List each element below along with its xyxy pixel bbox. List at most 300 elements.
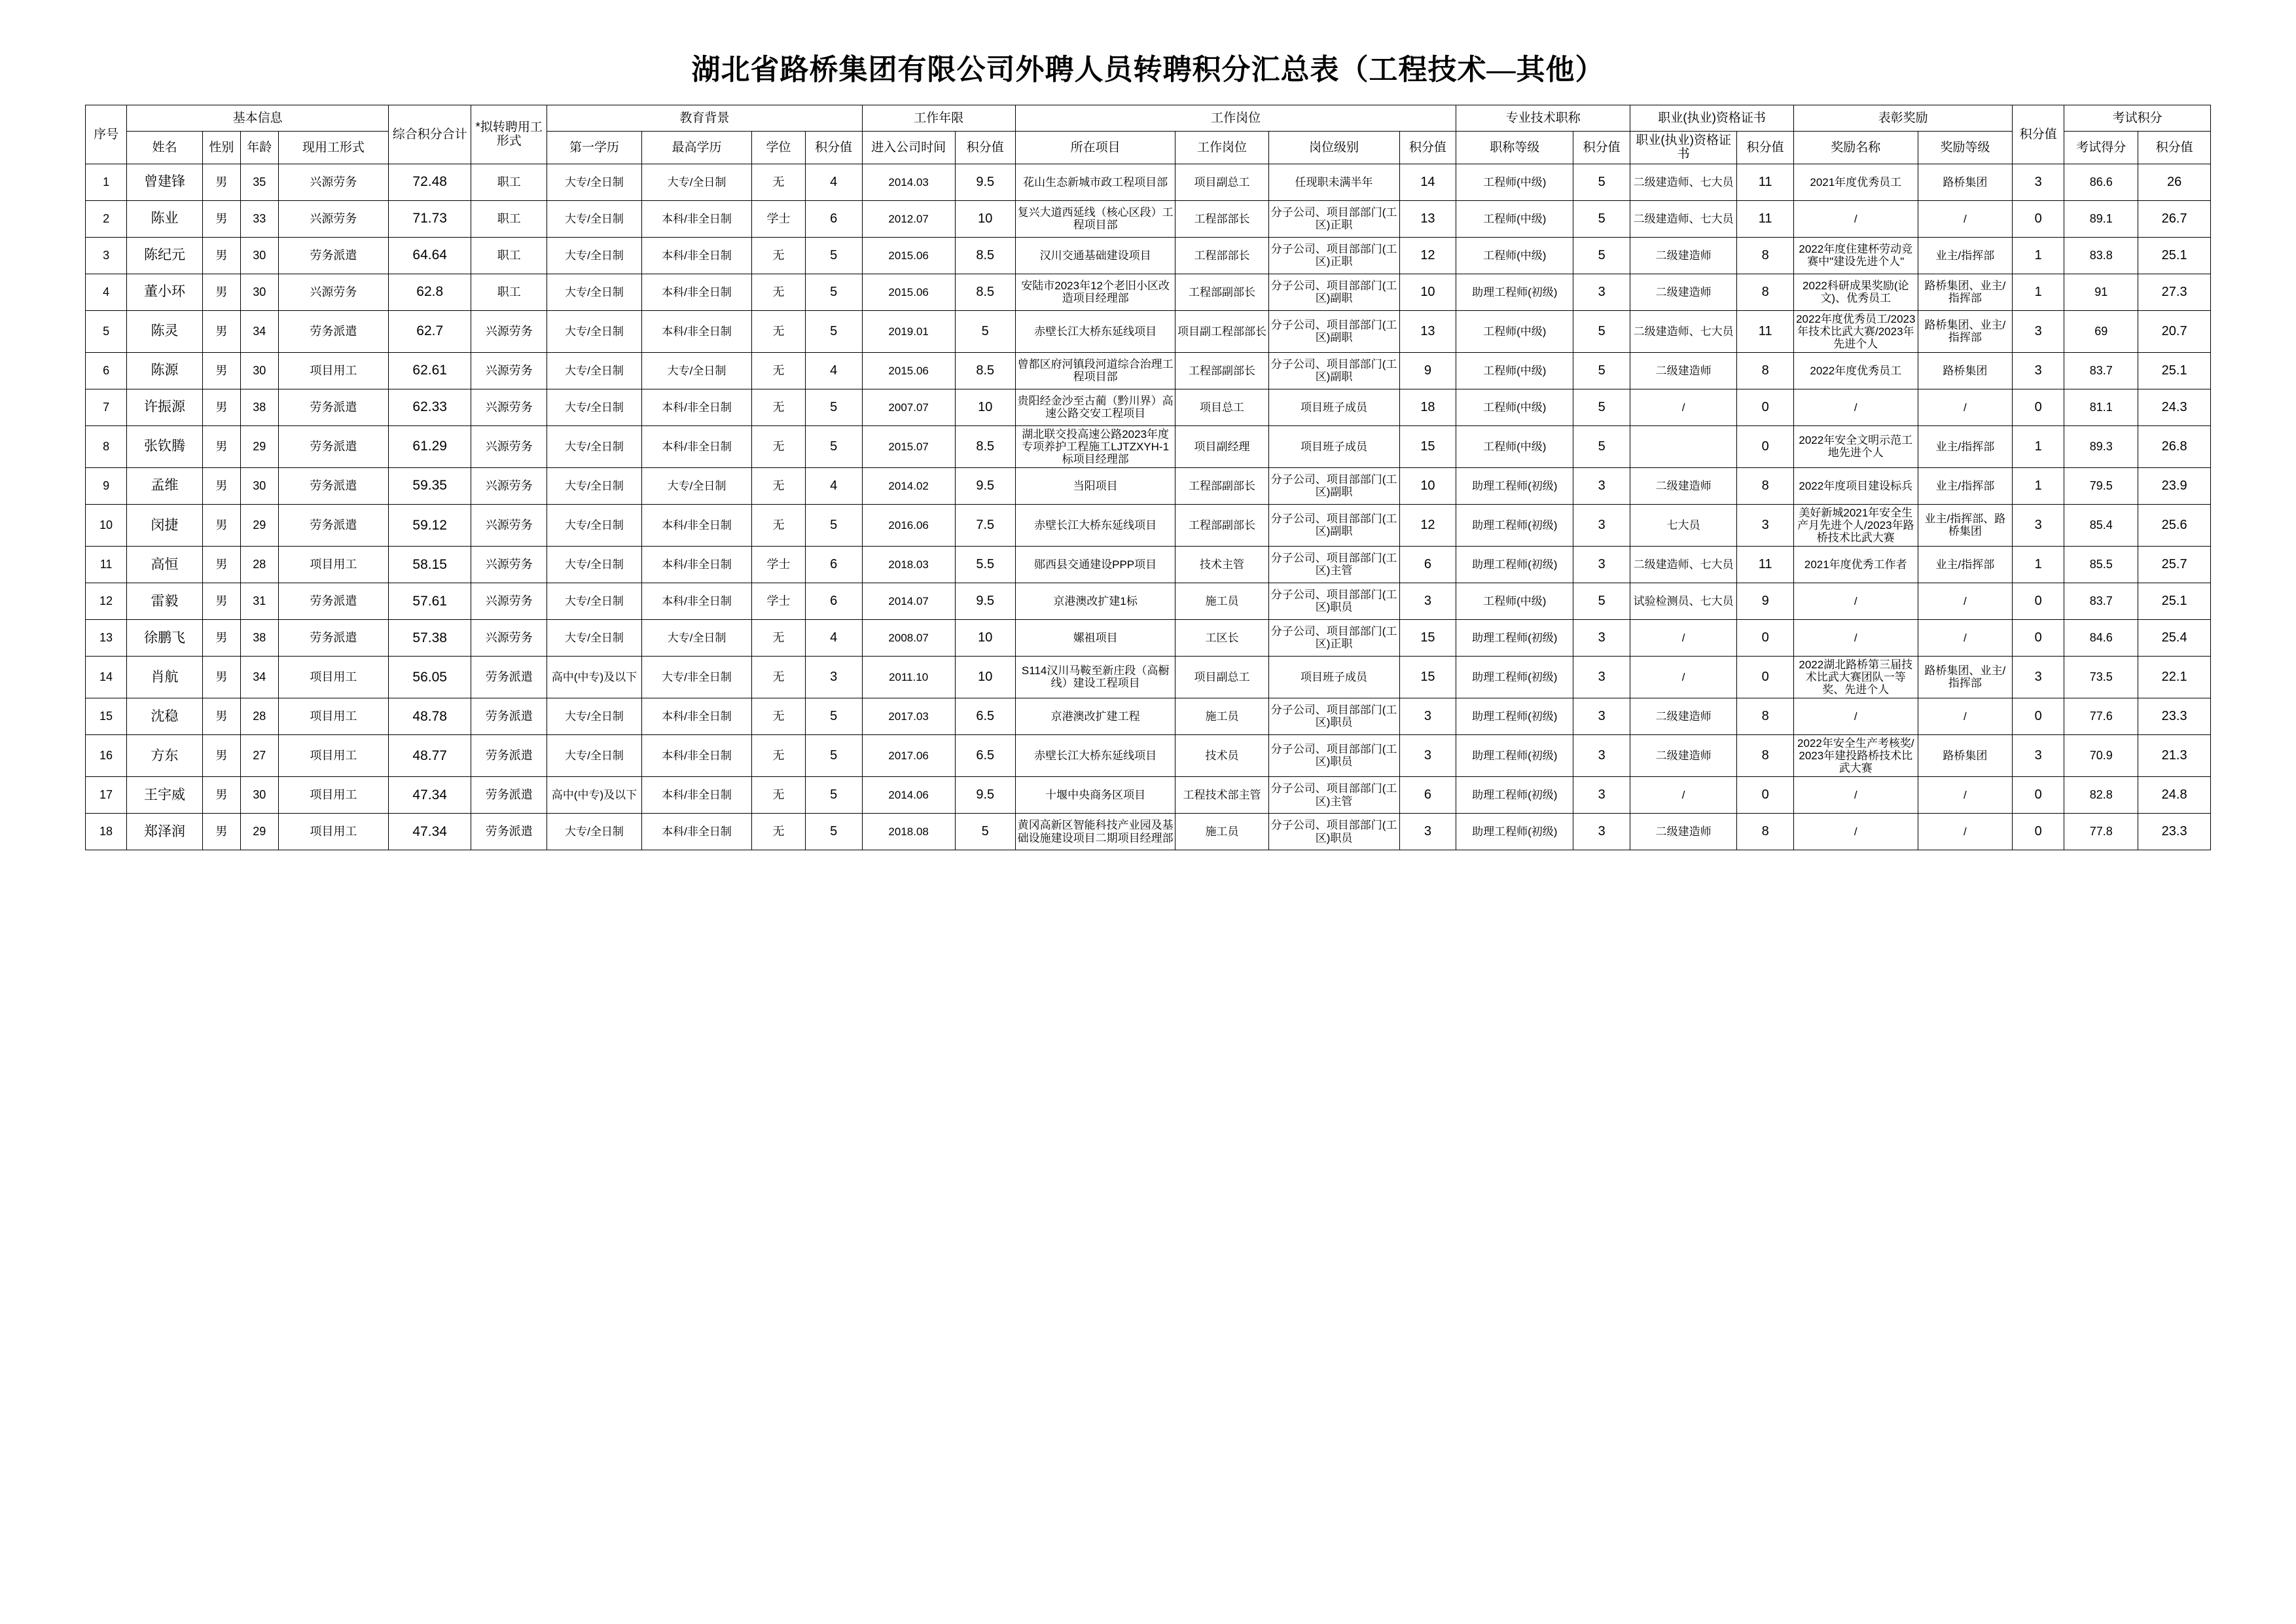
cell-name: 许振源	[127, 389, 203, 425]
cell-award-name: 2022年度优秀员工/2023年技术比武大赛/2023年先进个人	[1794, 310, 1918, 352]
th-post-level: 岗位级别	[1268, 132, 1399, 164]
cell-degree: 无	[752, 734, 806, 776]
cell-seq: 2	[86, 200, 127, 237]
cell-award-name: 2022年安全生产考核奖/2023年建投路桥技术比武大赛	[1794, 734, 1918, 776]
cell-cert-name: /	[1630, 389, 1737, 425]
cell-current-form: 项目用工	[278, 546, 388, 583]
cell-current-form: 项目用工	[278, 734, 388, 776]
cell-gender: 男	[202, 467, 240, 504]
cell-project: 十堰中央商务区项目	[1015, 777, 1175, 814]
cell-post-level: 分子公司、项目部部门(工区)副职	[1268, 274, 1399, 310]
cell-award-points: 0	[2013, 777, 2064, 814]
cell-title-level: 助理工程师(初级)	[1456, 734, 1573, 776]
cell-post-level: 分子公司、项目部部门(工区)副职	[1268, 467, 1399, 504]
cell-age: 30	[240, 274, 278, 310]
cell-award-level: /	[1918, 389, 2013, 425]
table-row	[86, 583, 2211, 619]
cell-title-level: 工程师(中级)	[1456, 389, 1573, 425]
th-highest-degree: 最高学历	[641, 132, 751, 164]
cell-edu-points: 6	[805, 200, 862, 237]
cell-current-form: 劳务派遣	[278, 504, 388, 546]
cell-gender: 男	[202, 274, 240, 310]
cell-cert-points: 8	[1737, 814, 1794, 850]
cell-degree: 无	[752, 389, 806, 425]
cell-cert-name: 二级建造师、七大员	[1630, 310, 1737, 352]
cell-cert-name: 二级建造师、七大员	[1630, 164, 1737, 200]
cell-age: 34	[240, 656, 278, 698]
cell-post: 施工员	[1175, 583, 1268, 619]
cell-highest-degree: 本科/非全日制	[641, 274, 751, 310]
cell-award-level: /	[1918, 200, 2013, 237]
cell-post-points: 10	[1399, 467, 1456, 504]
table-row	[86, 619, 2211, 656]
th-cert-name: 职业(执业)资格证书	[1630, 132, 1737, 164]
cell-post: 工程部副部长	[1175, 352, 1268, 389]
cell-name: 陈纪元	[127, 237, 203, 274]
cell-gender: 男	[202, 164, 240, 200]
table-row	[86, 734, 2211, 776]
cell-exam-total: 21.3	[2138, 734, 2211, 776]
cell-year-points: 5.5	[955, 546, 1015, 583]
cell-title-points: 3	[1573, 698, 1630, 734]
cell-year-points: 7.5	[955, 504, 1015, 546]
cell-award-points: 3	[2013, 734, 2064, 776]
cell-first-degree: 高中(中专)及以下	[547, 656, 642, 698]
cell-title-points: 5	[1573, 389, 1630, 425]
cell-award-points: 3	[2013, 352, 2064, 389]
cell-post-points: 15	[1399, 619, 1456, 656]
cell-current-form: 项目用工	[278, 352, 388, 389]
cell-title-level: 助理工程师(初级)	[1456, 814, 1573, 850]
table-row	[86, 656, 2211, 698]
cell-name: 陈业	[127, 200, 203, 237]
cell-gender: 男	[202, 583, 240, 619]
cell-seq: 1	[86, 164, 127, 200]
cell-age: 28	[240, 698, 278, 734]
cell-cert-name: 二级建造师	[1630, 467, 1737, 504]
cell-seq: 3	[86, 237, 127, 274]
cell-degree: 无	[752, 656, 806, 698]
cell-gender: 男	[202, 777, 240, 814]
cell-age: 28	[240, 546, 278, 583]
cell-gender: 男	[202, 425, 240, 467]
cell-first-degree: 大专/全日制	[547, 814, 642, 850]
cell-award-points: 0	[2013, 619, 2064, 656]
cell-award-name: /	[1794, 583, 1918, 619]
cell-exam-score: 81.1	[2064, 389, 2138, 425]
cell-gender: 男	[202, 546, 240, 583]
cell-seq: 4	[86, 274, 127, 310]
cell-project: 赤壁长江大桥东延线项目	[1015, 504, 1175, 546]
cell-entry-date: 2015.06	[862, 352, 955, 389]
cell-seq: 8	[86, 425, 127, 467]
table-row	[86, 777, 2211, 814]
cell-post-level: 分子公司、项目部部门(工区)职员	[1268, 583, 1399, 619]
cell-highest-degree: 大专/全日制	[641, 352, 751, 389]
cell-planned-employment: 兴源劳务	[471, 546, 547, 583]
cell-current-form: 项目用工	[278, 656, 388, 698]
cell-post: 项目总工	[1175, 389, 1268, 425]
cell-first-degree: 大专/全日制	[547, 274, 642, 310]
cell-post-points: 12	[1399, 504, 1456, 546]
cell-year-points: 10	[955, 200, 1015, 237]
table-row	[86, 310, 2211, 352]
cell-award-name: 2022年度住建杯劳动竞赛中"建设先进个人"	[1794, 237, 1918, 274]
cell-highest-degree: 本科/非全日制	[641, 583, 751, 619]
cell-project: 复兴大道西延线（核心区段）工程项目部	[1015, 200, 1175, 237]
cell-seq: 6	[86, 352, 127, 389]
cell-cert-name: 二级建造师	[1630, 814, 1737, 850]
cell-award-points: 1	[2013, 546, 2064, 583]
cell-age: 33	[240, 200, 278, 237]
cell-exam-score: 70.9	[2064, 734, 2138, 776]
th-education: 教育背景	[547, 105, 863, 132]
cell-project: 黄冈高新区智能科技产业园及基础设施建设项目二期项目经理部	[1015, 814, 1175, 850]
cell-highest-degree: 大专/非全日制	[641, 656, 751, 698]
cell-current-form: 劳务派遣	[278, 310, 388, 352]
cell-entry-date: 2011.10	[862, 656, 955, 698]
cell-total-score: 59.35	[389, 467, 471, 504]
cell-age: 34	[240, 310, 278, 352]
cell-post-points: 12	[1399, 237, 1456, 274]
page-title: 湖北省路桥集团有限公司外聘人员转聘积分汇总表（工程技术—其他）	[691, 54, 1605, 86]
cell-highest-degree: 本科/非全日制	[641, 425, 751, 467]
cell-post: 工区长	[1175, 619, 1268, 656]
cell-award-name: /	[1794, 619, 1918, 656]
cell-post-level: 分子公司、项目部部门(工区)副职	[1268, 504, 1399, 546]
th-edu-points: 积分值	[805, 132, 862, 164]
cell-title-points: 5	[1573, 583, 1630, 619]
cell-edu-points: 5	[805, 389, 862, 425]
cell-title-level: 助理工程师(初级)	[1456, 656, 1573, 698]
cell-title-level: 助理工程师(初级)	[1456, 467, 1573, 504]
cell-entry-date: 2008.07	[862, 619, 955, 656]
cell-name: 曾建锋	[127, 164, 203, 200]
cell-total-score: 48.78	[389, 698, 471, 734]
cell-title-points: 3	[1573, 814, 1630, 850]
cell-exam-score: 86.6	[2064, 164, 2138, 200]
cell-year-points: 6.5	[955, 734, 1015, 776]
cell-edu-points: 5	[805, 734, 862, 776]
cell-exam-score: 91	[2064, 274, 2138, 310]
th-exam-points: 考试得分	[2064, 132, 2138, 164]
cell-cert-points: 8	[1737, 698, 1794, 734]
cell-post-points: 9	[1399, 352, 1456, 389]
cell-degree: 无	[752, 425, 806, 467]
cell-title-points: 5	[1573, 310, 1630, 352]
cell-seq: 5	[86, 310, 127, 352]
cell-name: 郑泽润	[127, 814, 203, 850]
score-summary-table	[85, 105, 2211, 850]
cell-exam-total: 23.9	[2138, 467, 2211, 504]
cell-planned-employment: 兴源劳务	[471, 389, 547, 425]
cell-post: 施工员	[1175, 698, 1268, 734]
cell-current-form: 项目用工	[278, 814, 388, 850]
cell-award-name: /	[1794, 698, 1918, 734]
cell-exam-score: 77.6	[2064, 698, 2138, 734]
cell-planned-employment: 兴源劳务	[471, 467, 547, 504]
cell-award-name: /	[1794, 814, 1918, 850]
cell-edu-points: 5	[805, 814, 862, 850]
cell-seq: 9	[86, 467, 127, 504]
cell-planned-employment: 兴源劳务	[471, 425, 547, 467]
cell-planned-employment: 兴源劳务	[471, 583, 547, 619]
cell-cert-points: 8	[1737, 734, 1794, 776]
cell-age: 27	[240, 734, 278, 776]
cell-entry-date: 2007.07	[862, 389, 955, 425]
cell-total-score: 64.64	[389, 237, 471, 274]
cell-award-points: 3	[2013, 656, 2064, 698]
cell-entry-date: 2015.07	[862, 425, 955, 467]
cell-cert-name: 二级建造师	[1630, 274, 1737, 310]
cell-award-points: 0	[2013, 698, 2064, 734]
cell-post: 技术员	[1175, 734, 1268, 776]
th-professional-title: 专业技术职称	[1456, 105, 1630, 132]
cell-planned-employment: 兴源劳务	[471, 504, 547, 546]
cell-post-level: 分子公司、项目部部门(工区)正职	[1268, 200, 1399, 237]
cell-degree: 无	[752, 164, 806, 200]
cell-exam-score: 83.7	[2064, 352, 2138, 389]
cell-edu-points: 5	[805, 237, 862, 274]
cell-year-points: 8.5	[955, 237, 1015, 274]
cell-project: 赤壁长江大桥东延线项目	[1015, 734, 1175, 776]
cell-post: 项目副总工	[1175, 656, 1268, 698]
cell-title-level: 工程师(中级)	[1456, 425, 1573, 467]
cell-post-level: 项目班子成员	[1268, 389, 1399, 425]
cell-award-level: /	[1918, 583, 2013, 619]
cell-planned-employment: 劳务派遣	[471, 656, 547, 698]
cell-highest-degree: 本科/非全日制	[641, 814, 751, 850]
cell-exam-total: 23.3	[2138, 814, 2211, 850]
cell-post-level: 项目班子成员	[1268, 425, 1399, 467]
cell-name: 陈源	[127, 352, 203, 389]
cell-first-degree: 大专/全日制	[547, 467, 642, 504]
cell-cert-points: 11	[1737, 310, 1794, 352]
cell-first-degree: 大专/全日制	[547, 164, 642, 200]
cell-highest-degree: 本科/非全日制	[641, 734, 751, 776]
cell-current-form: 劳务派遣	[278, 583, 388, 619]
cell-post-level: 分子公司、项目部部门(工区)主管	[1268, 777, 1399, 814]
th-work-post: 工作岗位	[1015, 105, 1456, 132]
cell-award-level: 业主/指挥部	[1918, 467, 2013, 504]
cell-total-score: 48.77	[389, 734, 471, 776]
cell-award-level: 路桥集团、业主/指挥部	[1918, 310, 2013, 352]
cell-award-name: 美好新城2021年安全生产月先进个人/2023年路桥技术比武大赛	[1794, 504, 1918, 546]
cell-gender: 男	[202, 734, 240, 776]
cell-award-name: 2022年度优秀员工	[1794, 352, 1918, 389]
cell-total-score: 62.7	[389, 310, 471, 352]
cell-planned-employment: 劳务派遣	[471, 777, 547, 814]
cell-award-points: 3	[2013, 164, 2064, 200]
cell-year-points: 5	[955, 310, 1015, 352]
cell-degree: 无	[752, 274, 806, 310]
cell-age: 29	[240, 425, 278, 467]
cell-exam-total: 26.8	[2138, 425, 2211, 467]
cell-post-points: 14	[1399, 164, 1456, 200]
cell-year-points: 8.5	[955, 274, 1015, 310]
cell-title-points: 5	[1573, 200, 1630, 237]
cell-title-points: 5	[1573, 164, 1630, 200]
cell-current-form: 兴源劳务	[278, 164, 388, 200]
cell-total-score: 61.29	[389, 425, 471, 467]
cell-highest-degree: 本科/非全日制	[641, 237, 751, 274]
cell-degree: 学士	[752, 546, 806, 583]
cell-name: 方东	[127, 734, 203, 776]
cell-planned-employment: 职工	[471, 164, 547, 200]
cell-exam-score: 82.8	[2064, 777, 2138, 814]
cell-name: 沈稳	[127, 698, 203, 734]
cell-current-form: 劳务派遣	[278, 425, 388, 467]
cell-seq: 15	[86, 698, 127, 734]
cell-post-points: 13	[1399, 200, 1456, 237]
cell-edu-points: 5	[805, 777, 862, 814]
cell-first-degree: 大专/全日制	[547, 200, 642, 237]
cell-year-points: 5	[955, 814, 1015, 850]
th-award-level: 奖励等级	[1918, 132, 2013, 164]
cell-post-level: 分子公司、项目部部门(工区)正职	[1268, 619, 1399, 656]
cell-age: 30	[240, 467, 278, 504]
cell-award-points: 3	[2013, 504, 2064, 546]
cell-name: 高恒	[127, 546, 203, 583]
cell-exam-total: 25.7	[2138, 546, 2211, 583]
cell-degree: 无	[752, 467, 806, 504]
cell-planned-employment: 兴源劳务	[471, 619, 547, 656]
cell-title-level: 工程师(中级)	[1456, 200, 1573, 237]
cell-title-level: 助理工程师(初级)	[1456, 777, 1573, 814]
cell-gender: 男	[202, 656, 240, 698]
cell-award-points: 1	[2013, 274, 2064, 310]
cell-award-name: 2022科研成果奖励(论文)、优秀员工	[1794, 274, 1918, 310]
cell-seq: 11	[86, 546, 127, 583]
cell-title-points: 3	[1573, 777, 1630, 814]
cell-current-form: 兴源劳务	[278, 274, 388, 310]
cell-age: 38	[240, 619, 278, 656]
cell-award-name: 2022湖北路桥第三届技术比武大赛团队一等奖、先进个人	[1794, 656, 1918, 698]
cell-name: 董小环	[127, 274, 203, 310]
table-row	[86, 814, 2211, 850]
cell-year-points: 9.5	[955, 583, 1015, 619]
cell-exam-score: 89.1	[2064, 200, 2138, 237]
cell-year-points: 9.5	[955, 777, 1015, 814]
cell-title-points: 3	[1573, 619, 1630, 656]
cell-award-level: 业主/指挥部、路桥集团	[1918, 504, 2013, 546]
cell-post: 项目副工程部部长	[1175, 310, 1268, 352]
cell-planned-employment: 兴源劳务	[471, 310, 547, 352]
cell-first-degree: 大专/全日制	[547, 734, 642, 776]
cell-title-points: 3	[1573, 656, 1630, 698]
cell-edu-points: 5	[805, 504, 862, 546]
cell-highest-degree: 本科/非全日制	[641, 310, 751, 352]
cell-title-points: 3	[1573, 274, 1630, 310]
cell-degree: 无	[752, 619, 806, 656]
cell-edu-points: 4	[805, 352, 862, 389]
cell-post-points: 15	[1399, 656, 1456, 698]
cell-title-points: 5	[1573, 237, 1630, 274]
cell-highest-degree: 大专/全日制	[641, 467, 751, 504]
th-post-points: 积分值	[1399, 132, 1456, 164]
cell-title-level: 工程师(中级)	[1456, 237, 1573, 274]
cell-award-points: 1	[2013, 237, 2064, 274]
cell-seq: 17	[86, 777, 127, 814]
cell-project: S114汉川马鞍至新庄段（高橱线）建设工程项目	[1015, 656, 1175, 698]
cell-award-level: 路桥集团	[1918, 164, 2013, 200]
cell-post-level: 分子公司、项目部部门(工区)副职	[1268, 352, 1399, 389]
cell-name: 孟维	[127, 467, 203, 504]
cell-entry-date: 2014.03	[862, 164, 955, 200]
cell-exam-score: 85.4	[2064, 504, 2138, 546]
cell-post-points: 6	[1399, 546, 1456, 583]
cell-edu-points: 6	[805, 546, 862, 583]
cell-award-points: 0	[2013, 389, 2064, 425]
cell-cert-points: 0	[1737, 777, 1794, 814]
cell-award-name: 2021年度优秀员工	[1794, 164, 1918, 200]
cell-award-name: 2021年度优秀工作者	[1794, 546, 1918, 583]
cell-award-name: 2022年安全文明示范工地先进个人	[1794, 425, 1918, 467]
th-basic-info: 基本信息	[127, 105, 389, 132]
cell-cert-points: 8	[1737, 237, 1794, 274]
th-awards: 表彰奖励	[1794, 105, 2013, 132]
cell-name: 王宇威	[127, 777, 203, 814]
cell-entry-date: 2019.01	[862, 310, 955, 352]
cell-cert-name: 二级建造师	[1630, 352, 1737, 389]
cell-highest-degree: 本科/非全日制	[641, 389, 751, 425]
cell-planned-employment: 劳务派遣	[471, 814, 547, 850]
cell-age: 29	[240, 504, 278, 546]
cell-edu-points: 5	[805, 698, 862, 734]
cell-entry-date: 2014.02	[862, 467, 955, 504]
cell-award-level: 路桥集团	[1918, 352, 2013, 389]
cell-seq: 13	[86, 619, 127, 656]
cell-post: 工程部副部长	[1175, 504, 1268, 546]
cell-post-points: 3	[1399, 583, 1456, 619]
cell-total-score: 62.61	[389, 352, 471, 389]
th-degree: 学位	[752, 132, 806, 164]
cell-name: 肖航	[127, 656, 203, 698]
cell-entry-date: 2017.03	[862, 698, 955, 734]
cell-entry-date: 2015.06	[862, 237, 955, 274]
cell-award-name: /	[1794, 777, 1918, 814]
cell-post-level: 任现职未满半年	[1268, 164, 1399, 200]
th-seq: 序号	[86, 105, 127, 164]
cell-planned-employment: 兴源劳务	[471, 352, 547, 389]
cell-cert-points: 0	[1737, 389, 1794, 425]
table-row	[86, 467, 2211, 504]
cell-exam-total: 20.7	[2138, 310, 2211, 352]
cell-planned-employment: 职工	[471, 200, 547, 237]
table-row	[86, 164, 2211, 200]
cell-award-level: /	[1918, 698, 2013, 734]
cell-edu-points: 5	[805, 310, 862, 352]
cell-degree: 无	[752, 310, 806, 352]
cell-award-level: /	[1918, 619, 2013, 656]
cell-cert-name: 二级建造师	[1630, 734, 1737, 776]
cell-entry-date: 2014.06	[862, 777, 955, 814]
cell-cert-points: 0	[1737, 619, 1794, 656]
cell-award-points: 0	[2013, 814, 2064, 850]
table-row	[86, 546, 2211, 583]
cell-award-level: 路桥集团、业主/指挥部	[1918, 656, 2013, 698]
cell-degree: 无	[752, 237, 806, 274]
cell-planned-employment: 劳务派遣	[471, 734, 547, 776]
cell-entry-date: 2017.06	[862, 734, 955, 776]
cell-post-level: 项目班子成员	[1268, 656, 1399, 698]
cell-post-level: 分子公司、项目部部门(工区)职员	[1268, 734, 1399, 776]
cell-title-level: 助理工程师(初级)	[1456, 274, 1573, 310]
cell-first-degree: 大专/全日制	[547, 619, 642, 656]
th-age: 年龄	[240, 132, 278, 164]
table-row	[86, 504, 2211, 546]
cell-title-level: 工程师(中级)	[1456, 164, 1573, 200]
